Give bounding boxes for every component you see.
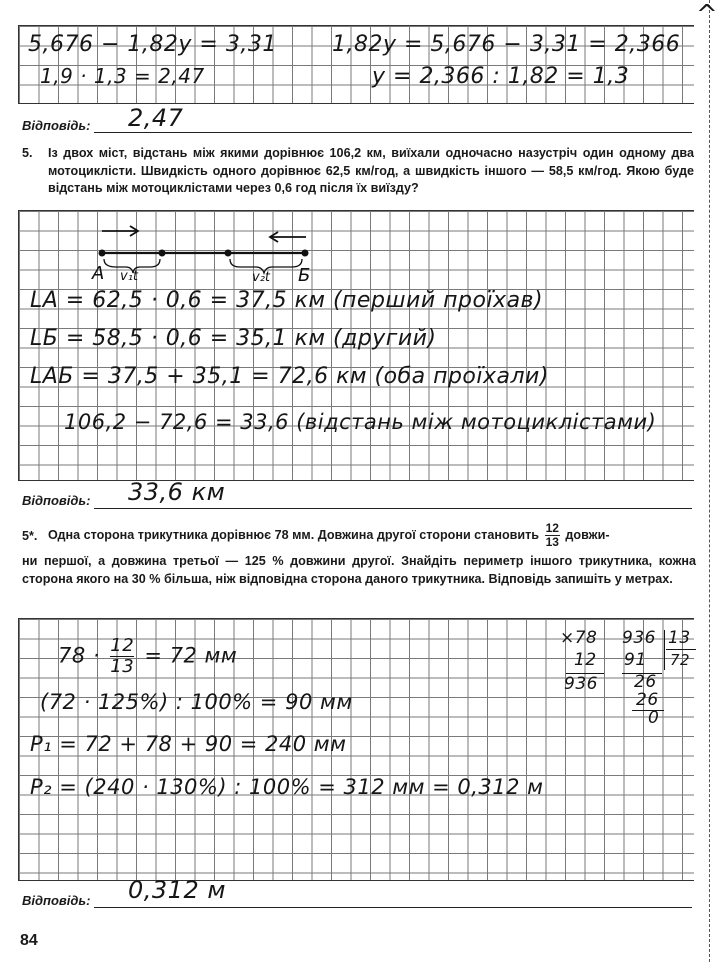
diagram-point-mid2 — [225, 250, 232, 257]
grid-top-bottom-line — [18, 103, 694, 104]
answer-line-prev — [94, 132, 692, 133]
task5star-work2: (72 · 125%) : 100% = 90 мм — [40, 690, 353, 714]
div-remainder2: 0 — [648, 708, 660, 728]
task5star — [22, 521, 696, 618]
task5-work4: 106,2 − 72,6 = 33,6 (відстань між мотоциклістами) — [64, 410, 657, 434]
fraction-denominator: 13 — [545, 535, 559, 549]
task5star-work1-den: 13 — [110, 656, 135, 677]
diagram-seg2: v₂t — [252, 270, 271, 285]
task5star-work1-a: 78 · — [58, 643, 101, 668]
diagram-point-mid1 — [159, 250, 166, 257]
task5-work2: LБ = 58,5 · 0,6 = 35,1 км (другий) — [30, 326, 437, 351]
top-work-line2: 1,9 · 1,3 = 2,47 — [40, 64, 205, 88]
task5star-answer: 0,312 м — [128, 876, 226, 904]
div-vertical-line — [664, 630, 665, 670]
fraction-numerator: 12 — [545, 521, 559, 535]
answer-label-task5star: Відповідь: — [22, 893, 91, 908]
task5-work1: LА = 62,5 · 0,6 = 37,5 км (перший проїхав) — [30, 288, 544, 313]
top-work-line1: 5,676 − 1,82y = 3,31 — [28, 32, 277, 57]
task5star-work1 — [58, 636, 237, 677]
task5star-work1-b: = 72 мм — [144, 643, 238, 668]
mult-top: ×78 — [560, 628, 598, 648]
task5star-number: 5*. — [22, 529, 38, 543]
answer-label-prev: Відповідь: — [22, 118, 91, 133]
div-quotient: 72 — [670, 651, 691, 669]
mult-result: 936 — [564, 674, 598, 694]
answer-line-task5star — [94, 907, 692, 908]
task5star-text-part1: Одна сторона трикутника дорівнює 78 мм. Довжина другої сторони становить — [48, 527, 540, 542]
diagram-seg1: v₁t — [120, 269, 139, 284]
div-sub2: 26 — [636, 690, 659, 710]
task5-number: 5. — [22, 146, 33, 160]
arrow-up-icon: ^ — [696, 0, 718, 30]
top-work-line4: y = 2,366 : 1,82 = 1,3 — [372, 64, 630, 89]
task5star-work3: P₁ = 72 + 78 + 90 = 240 мм — [30, 732, 347, 756]
div-divisor: 13 — [668, 628, 691, 648]
div-sub1: 91 — [624, 650, 647, 670]
div-dividend: 936 — [622, 628, 656, 648]
answer-line-task5 — [94, 508, 692, 509]
answer-prev-value: 2,47 — [128, 104, 184, 132]
page-number: 84 — [20, 932, 38, 949]
top-work-line3: 1,82y = 5,676 − 3,31 = 2,366 — [332, 32, 681, 57]
motorcycle-diagram — [90, 215, 330, 290]
page-edge-dashed — [709, 0, 710, 962]
diagram-point-a — [99, 250, 106, 257]
diagram-label-b: Б — [298, 265, 311, 286]
task5star-work4: P₂ = (240 · 130%) : 100% = 312 мм = 0,312 м — [30, 775, 544, 799]
answer-label-task5: Відповідь: — [22, 493, 91, 508]
div-divisor-line — [666, 649, 696, 650]
task5star-text-part2: довжи- — [565, 527, 610, 542]
div-remainder1: 26 — [634, 672, 657, 692]
task5-work3: LАБ = 37,5 + 35,1 = 72,6 км (оба проїхали) — [30, 364, 549, 389]
mult-mid: 12 — [574, 650, 597, 670]
grid-task5-bottom-line — [18, 480, 694, 481]
diagram-label-a: А — [92, 263, 105, 284]
task5star-text-line1 — [48, 522, 708, 549]
task5star-work1-num: 12 — [110, 635, 135, 656]
grid-task5star-bottom-line — [18, 880, 694, 881]
task5-text: Із двох міст, відстань між якими дорівнює 106,2 км, виїхали одночасно назустріч один одному два мотоциклісти. Швидкість одного дорівнює 62,5 км/год, а швидкість іншого — 58,5 км/год. Якою буде відстань між мотоциклістами через 0,6 год після їх виїзду? — [48, 146, 694, 195]
diagram-point-b — [302, 250, 309, 257]
task5-answer: 33,6 км — [128, 478, 226, 506]
task5star-text-rest: ни першої, а довжина третьої — 125 % довжини другої. Знайдіть периметр іншого трикутника, кожна сторона якого на 30 % більша, ніж відповідна сторона даного трикутника. Відповідь запишіть у метрах. — [22, 554, 696, 586]
fraction-12-13 — [545, 522, 560, 549]
